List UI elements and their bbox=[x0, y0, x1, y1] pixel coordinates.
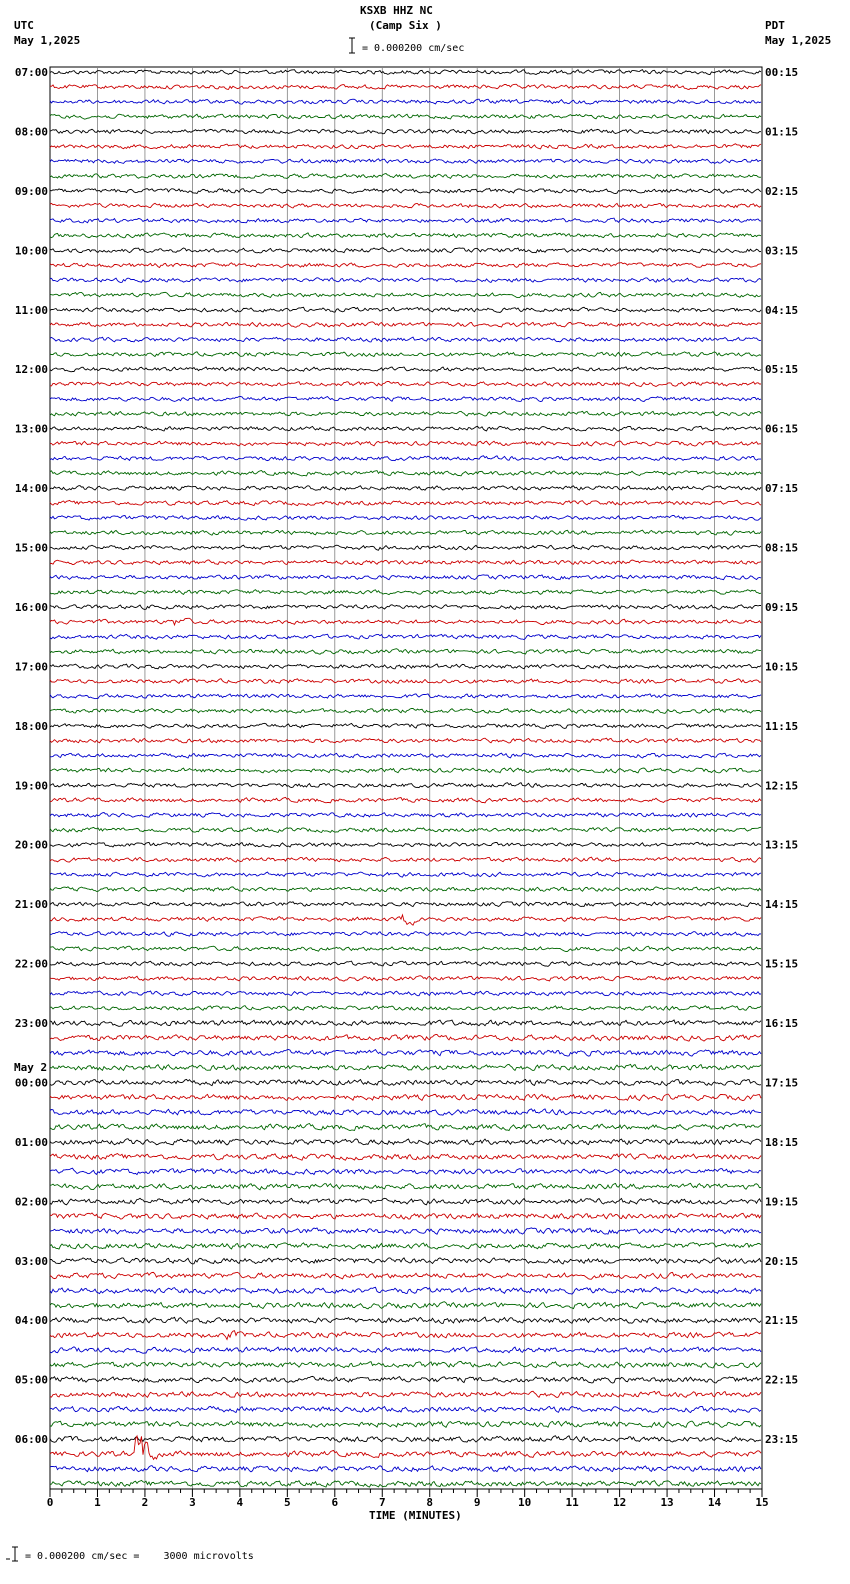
x-tick-label: 8 bbox=[426, 1496, 434, 1509]
trace-line bbox=[50, 1035, 761, 1042]
utc-hour-label: 21:00 bbox=[14, 898, 48, 912]
pdt-hour-label: 20:15 bbox=[765, 1254, 799, 1268]
trace-line bbox=[50, 263, 761, 268]
trace-line bbox=[50, 1183, 761, 1190]
utc-hour-label: 16:00 bbox=[14, 600, 48, 614]
trace-line bbox=[50, 961, 761, 966]
utc-hour-label: 15:00 bbox=[14, 541, 48, 555]
utc-hour-label: 06:00 bbox=[14, 1433, 48, 1447]
trace-line bbox=[50, 1302, 761, 1309]
x-tick-label: 4 bbox=[236, 1496, 244, 1509]
utc-hour-label: 00:00 bbox=[14, 1076, 48, 1090]
trace-line bbox=[50, 946, 761, 951]
utc-hour-label: 12:00 bbox=[14, 363, 48, 377]
trace-line bbox=[50, 70, 761, 75]
trace-line bbox=[50, 292, 761, 297]
x-tick-label: 7 bbox=[378, 1496, 386, 1509]
trace-line bbox=[50, 768, 761, 773]
scale-bar-icon bbox=[348, 37, 356, 55]
trace-line bbox=[50, 1466, 761, 1472]
x-tick-label: 14 bbox=[707, 1496, 722, 1509]
utc-hour-label: 11:00 bbox=[14, 303, 48, 317]
utc-hour-label: 07:00 bbox=[14, 66, 48, 79]
pdt-hour-label: 06:15 bbox=[765, 422, 799, 436]
trace-line bbox=[50, 1050, 761, 1057]
trace-line bbox=[50, 248, 761, 253]
utc-hour-label: 03:00 bbox=[14, 1254, 48, 1268]
x-tick-label: 10 bbox=[518, 1496, 532, 1509]
trace-line bbox=[50, 1198, 761, 1205]
x-tick-label: 2 bbox=[141, 1496, 149, 1509]
pdt-label: PDT bbox=[765, 19, 785, 32]
trace-line bbox=[50, 545, 761, 550]
utc-hour-label: 02:00 bbox=[14, 1195, 48, 1209]
pdt-hour-label: 19:15 bbox=[765, 1195, 799, 1209]
day-change-label: May 2 bbox=[14, 1061, 48, 1074]
trace-line bbox=[50, 827, 761, 832]
x-tick-label: 3 bbox=[189, 1496, 196, 1509]
x-tick-label: 5 bbox=[284, 1496, 291, 1509]
trace-line bbox=[50, 1168, 761, 1175]
utc-hour-label: 10:00 bbox=[14, 244, 48, 258]
trace-line bbox=[50, 426, 761, 431]
trace-line bbox=[50, 1006, 761, 1011]
trace-line bbox=[50, 411, 761, 416]
trace-line bbox=[50, 1480, 761, 1487]
trace-line bbox=[50, 203, 761, 208]
pdt-hour-label: 09:15 bbox=[765, 600, 799, 614]
trace-line bbox=[50, 352, 761, 357]
time-axis bbox=[47, 1489, 769, 1509]
pdt-hour-label: 01:15 bbox=[765, 125, 799, 139]
trace-line bbox=[50, 382, 761, 387]
trace-line bbox=[50, 1391, 761, 1397]
trace-line bbox=[50, 516, 761, 521]
pdt-hour-label: 08:15 bbox=[765, 541, 799, 555]
trace-line bbox=[50, 664, 761, 669]
trace-line bbox=[50, 144, 761, 149]
trace-line bbox=[50, 738, 761, 743]
trace-line bbox=[50, 1258, 761, 1264]
trace-line bbox=[50, 797, 761, 802]
trace-line bbox=[50, 233, 761, 238]
x-tick-label: 13 bbox=[660, 1496, 674, 1509]
trace-line bbox=[50, 605, 761, 610]
x-tick-label: 6 bbox=[331, 1496, 339, 1509]
trace-line bbox=[50, 456, 761, 461]
utc-hour-label: 22:00 bbox=[14, 957, 48, 971]
utc-hour-label: 18:00 bbox=[14, 719, 48, 733]
trace-line bbox=[50, 189, 761, 194]
trace-line bbox=[50, 337, 761, 342]
utc-hour-label: 04:00 bbox=[14, 1314, 48, 1328]
trace-line bbox=[50, 1406, 761, 1412]
trace-line bbox=[50, 649, 761, 655]
pdt-hour-label: 11:15 bbox=[765, 719, 799, 733]
trace-line bbox=[50, 486, 761, 491]
trace-line bbox=[50, 783, 761, 788]
trace-line bbox=[50, 1139, 761, 1145]
trace-line bbox=[50, 1347, 761, 1354]
trace-line bbox=[50, 1436, 761, 1443]
seismic-traces bbox=[50, 70, 761, 1487]
utc-hour-label: 13:00 bbox=[14, 422, 48, 436]
utc-hour-label: 05:00 bbox=[14, 1373, 48, 1387]
x-tick-label: 0 bbox=[46, 1496, 54, 1509]
trace-line bbox=[50, 1243, 761, 1250]
trace-line bbox=[50, 857, 761, 862]
x-tick-label: 12 bbox=[612, 1496, 627, 1509]
footer-scale-icon bbox=[5, 1546, 21, 1564]
trace-line bbox=[50, 1064, 761, 1070]
trace-line bbox=[50, 976, 761, 981]
utc-hour-label: 01:00 bbox=[14, 1135, 48, 1149]
pdt-hour-label: 16:15 bbox=[765, 1017, 799, 1031]
trace-line bbox=[50, 634, 761, 639]
trace-line bbox=[50, 1421, 761, 1427]
trace-line bbox=[50, 915, 761, 925]
trace-line bbox=[50, 1317, 761, 1323]
site-name: (Camp Six ) bbox=[369, 19, 442, 32]
pdt-hour-label: 05:15 bbox=[765, 363, 799, 377]
trace-line bbox=[50, 441, 761, 446]
trace-line bbox=[50, 1020, 761, 1026]
trace-line bbox=[50, 307, 761, 312]
trace-line bbox=[50, 813, 761, 818]
pdt-hour-label: 17:15 bbox=[765, 1076, 799, 1090]
trace-line bbox=[50, 471, 761, 476]
pdt-hour-label: 07:15 bbox=[765, 482, 799, 496]
station-title: KSXB HHZ NC bbox=[360, 4, 433, 17]
trace-line bbox=[50, 708, 761, 713]
trace-line bbox=[50, 590, 761, 595]
pdt-hour-label: 00:15 bbox=[765, 66, 799, 79]
trace-line bbox=[50, 1079, 761, 1085]
footer-scale-text: = 0.000200 cm/sec = 3000 microvolts bbox=[25, 1551, 254, 1562]
utc-date: May 1,2025 bbox=[14, 34, 81, 47]
trace-line bbox=[50, 99, 761, 104]
x-axis-label: TIME (MINUTES) bbox=[369, 1509, 462, 1522]
trace-line bbox=[50, 991, 761, 996]
utc-hour-label: 14:00 bbox=[14, 482, 48, 496]
trace-line bbox=[50, 159, 761, 164]
trace-line bbox=[50, 500, 761, 505]
x-tick-label: 1 bbox=[94, 1496, 101, 1509]
trace-line bbox=[50, 723, 761, 728]
x-tick-label: 9 bbox=[473, 1496, 481, 1509]
trace-line bbox=[50, 1376, 761, 1383]
trace-line bbox=[50, 1154, 761, 1161]
scale-text: = 0.000200 cm/sec bbox=[362, 43, 465, 54]
trace-line bbox=[50, 218, 761, 223]
trace-line bbox=[50, 396, 761, 401]
pdt-hour-label: 15:15 bbox=[765, 957, 799, 971]
pdt-hour-label: 03:15 bbox=[765, 244, 799, 258]
trace-line bbox=[50, 174, 761, 179]
trace-line bbox=[50, 1109, 761, 1115]
trace-line bbox=[50, 278, 761, 283]
trace-line bbox=[50, 1287, 761, 1294]
pdt-hour-label: 18:15 bbox=[765, 1135, 799, 1149]
trace-line bbox=[50, 560, 761, 565]
trace-line bbox=[50, 842, 761, 847]
trace-line bbox=[50, 84, 761, 89]
trace-line bbox=[50, 1213, 761, 1219]
pdt-hour-label: 12:15 bbox=[765, 779, 799, 793]
trace-line bbox=[50, 1361, 761, 1368]
trace-line bbox=[50, 1228, 761, 1234]
trace-line bbox=[50, 1124, 761, 1131]
utc-label: UTC bbox=[14, 19, 34, 32]
trace-line bbox=[50, 129, 761, 134]
pdt-hour-label: 21:15 bbox=[765, 1314, 799, 1328]
trace-line bbox=[50, 530, 761, 535]
utc-hour-label: 17:00 bbox=[14, 660, 48, 674]
utc-hour-label: 09:00 bbox=[14, 184, 48, 198]
trace-line bbox=[50, 367, 761, 372]
trace-line bbox=[50, 872, 761, 877]
trace-line bbox=[50, 902, 761, 907]
trace-line bbox=[50, 887, 761, 892]
pdt-hour-label: 22:15 bbox=[765, 1373, 799, 1387]
trace-line bbox=[50, 753, 761, 758]
trace-line bbox=[50, 322, 761, 328]
pdt-hour-label: 02:15 bbox=[765, 184, 799, 198]
trace-line bbox=[50, 1094, 761, 1101]
pdt-hour-label: 10:15 bbox=[765, 660, 799, 674]
utc-hour-label: 19:00 bbox=[14, 779, 48, 793]
pdt-hour-label: 23:15 bbox=[765, 1433, 799, 1447]
x-tick-label: 15 bbox=[755, 1496, 769, 1509]
trace-line bbox=[50, 575, 761, 580]
pdt-date: May 1,2025 bbox=[765, 34, 832, 47]
pdt-hour-label: 13:15 bbox=[765, 838, 799, 852]
trace-line bbox=[50, 618, 761, 625]
utc-hour-label: 08:00 bbox=[14, 125, 48, 139]
trace-line bbox=[50, 1272, 761, 1279]
trace-line bbox=[50, 694, 761, 699]
pdt-hour-label: 04:15 bbox=[765, 303, 799, 317]
utc-hour-label: 20:00 bbox=[14, 838, 48, 852]
trace-line bbox=[50, 679, 761, 684]
trace-line bbox=[50, 932, 761, 937]
x-tick-label: 11 bbox=[565, 1496, 579, 1509]
pdt-hour-label: 14:15 bbox=[765, 898, 799, 912]
trace-line bbox=[50, 1331, 761, 1340]
utc-hour-label: 23:00 bbox=[14, 1017, 48, 1031]
trace-line bbox=[50, 114, 761, 119]
